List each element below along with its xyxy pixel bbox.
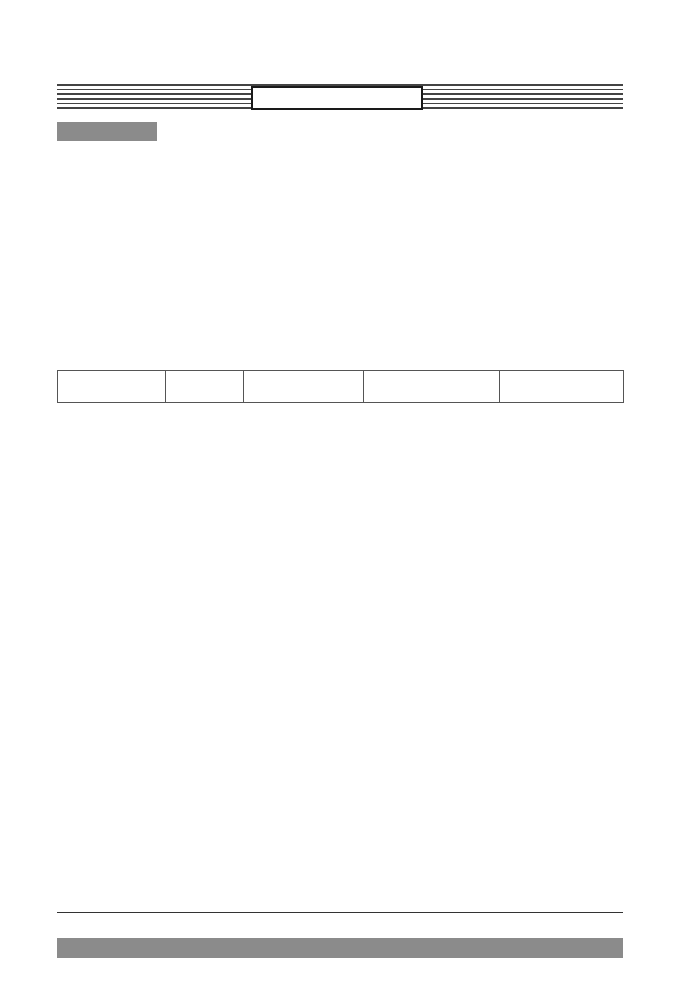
col-header-base — [166, 371, 244, 403]
col-header-published — [244, 371, 364, 403]
section-tag — [57, 122, 157, 141]
directives-table — [57, 370, 624, 403]
directives-table-wrap — [57, 370, 623, 403]
col-header-amended — [364, 371, 500, 403]
page-header — [57, 62, 623, 76]
col-header-subject — [58, 371, 166, 403]
page-footer — [57, 938, 623, 958]
table-header-row — [58, 371, 624, 403]
section-banner — [57, 84, 623, 112]
col-header-amended-published — [500, 371, 624, 403]
bottom-rule — [57, 912, 623, 913]
banner-title — [251, 86, 423, 110]
